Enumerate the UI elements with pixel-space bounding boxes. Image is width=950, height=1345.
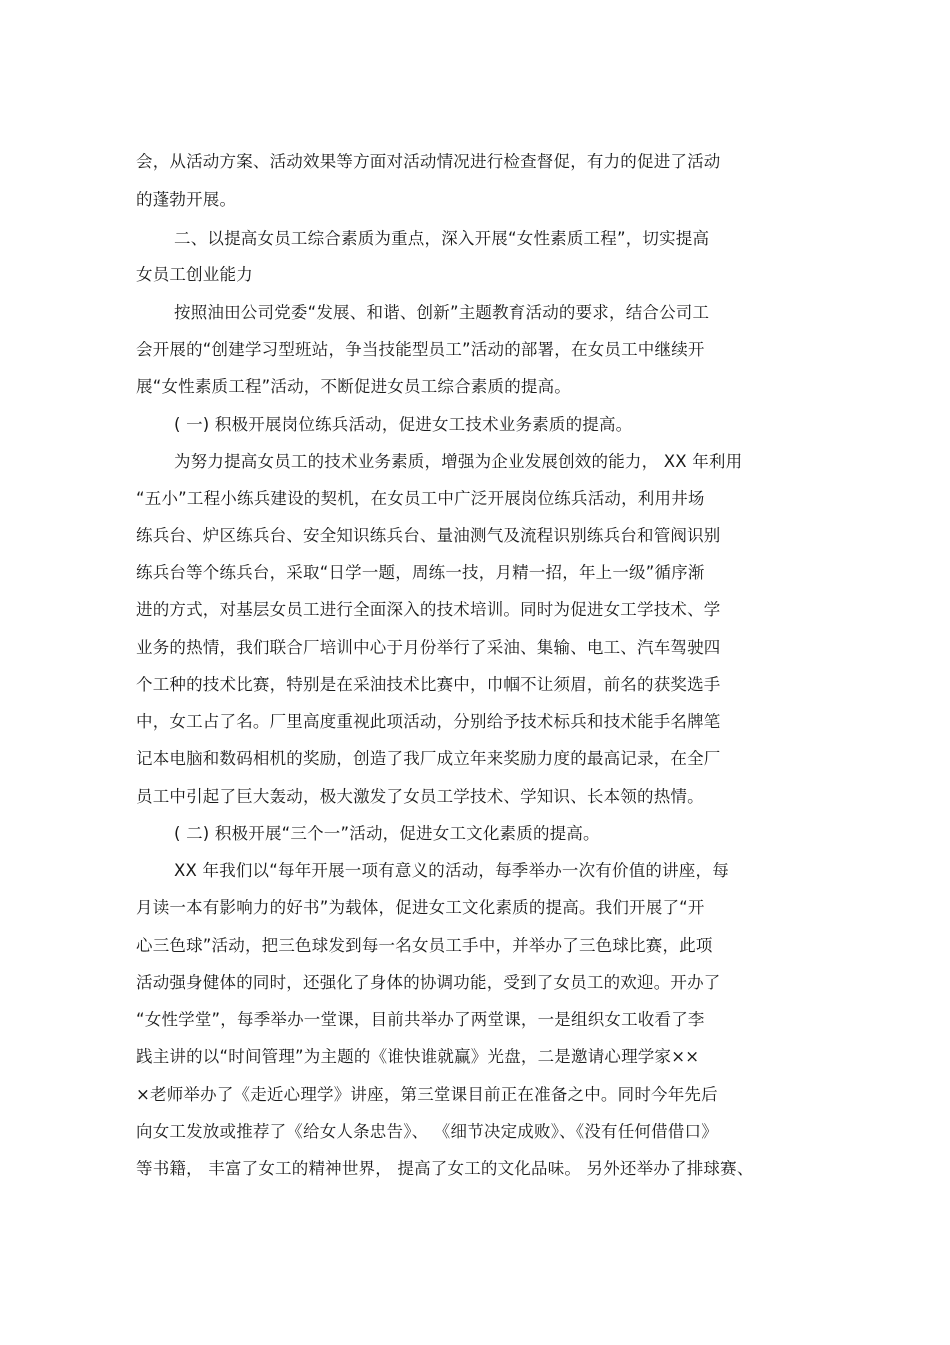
text-line: 会开展的“创建学习型班站，争当技能型员工”活动的部署，在女员工中继续开 xyxy=(136,340,705,359)
text-line: 练兵台等个练兵台，采取“日学一题，周练一技，月精一招，年上一级”循序渐 xyxy=(136,563,705,582)
text-line: 员工中引起了巨大轰动，极大激发了女员工学技术、学知识、长本领的热情。 xyxy=(136,787,704,806)
text-line: “女性学堂”，每季举办一堂课，目前共举办了两堂课，一是组织女工收看了李 xyxy=(136,1010,705,1029)
text-line: 会，从活动方案、活动效果等方面对活动情况进行检查督促，有力的促进了活动 xyxy=(136,152,721,171)
text-line: 业务的热情，我们联合厂培训中心于月份举行了采油、集输、电工、汽车驾驶四 xyxy=(136,638,721,657)
text-line: 进的方式，对基层女员工进行全面深入的技术培训。同时为促进女工学技术、学 xyxy=(136,600,721,619)
text-line: 的蓬勃开展。 xyxy=(136,190,237,209)
subsection-heading: ( 二) 积极开展“三个一”活动，促进女工文化素质的提高。 xyxy=(174,824,600,843)
text-line: 展“女性素质工程”活动，不断促进女员工综合素质的提高。 xyxy=(136,377,571,396)
text-line: 中，女工占了名。厂里高度重视此项活动，分别给予技术标兵和技术能手名牌笔 xyxy=(136,712,721,731)
text-line: “五小”工程小练兵建设的契机，在女员工中广泛开展岗位练兵活动，利用井场 xyxy=(136,489,705,508)
text-line: 心三色球”活动，把三色球发到每一名女员工手中，并举办了三色球比赛，此项 xyxy=(136,936,713,955)
text-line: 为努力提高女员工的技术业务素质，增强为企业发展创效的能力， XX 年利用 xyxy=(174,452,743,471)
text-line: 月读一本有影响力的好书”为载体，促进女工文化素质的提高。我们开展了“开 xyxy=(136,898,705,917)
subsection-heading: ( 一) 积极开展岗位练兵活动，促进女工技术业务素质的提高。 xyxy=(174,415,633,434)
text-line: 练兵台、炉区练兵台、安全知识练兵台、量油测气及流程识别练兵台和管阀识别 xyxy=(136,526,721,545)
text-line: 按照油田公司党委“发展、和谐、创新”主题教育活动的要求，结合公司工 xyxy=(174,303,710,322)
text-line: 记本电脑和数码相机的奖励，创造了我厂成立年来奖励力度的最高记录，在全厂 xyxy=(136,749,721,768)
text-line: XX 年我们以“每年开展一项有意义的活动，每季举办一次有价值的讲座，每 xyxy=(174,861,729,880)
text-line: 等书籍， 丰富了女工的精神世界， 提高了女工的文化品味。 另外还举办了排球赛、 xyxy=(136,1159,754,1178)
text-line: 践主讲的以“时间管理”为主题的《谁快谁就赢》光盘，二是邀请心理学家×× xyxy=(136,1047,700,1066)
section-heading: 女员工创业能力 xyxy=(136,265,253,284)
text-line: 个工种的技术比赛，特别是在采油技术比赛中，巾帼不让须眉，前名的获奖选手 xyxy=(136,675,721,694)
text-line: ×老师举办了《走近心理学》讲座，第三堂课目前正在准备之中。同时今年先后 xyxy=(136,1085,718,1104)
text-line: 活动强身健体的同时，还强化了身体的协调功能，受到了女员工的欢迎。开办了 xyxy=(136,973,721,992)
text-line: 向女工发放或推荐了《给女人条忠告》、 《细节决定成败》、《没有任何借借口》 xyxy=(136,1122,718,1141)
section-heading: 二、以提高女员工综合素质为重点，深入开展“女性素质工程”，切实提高 xyxy=(174,229,710,248)
